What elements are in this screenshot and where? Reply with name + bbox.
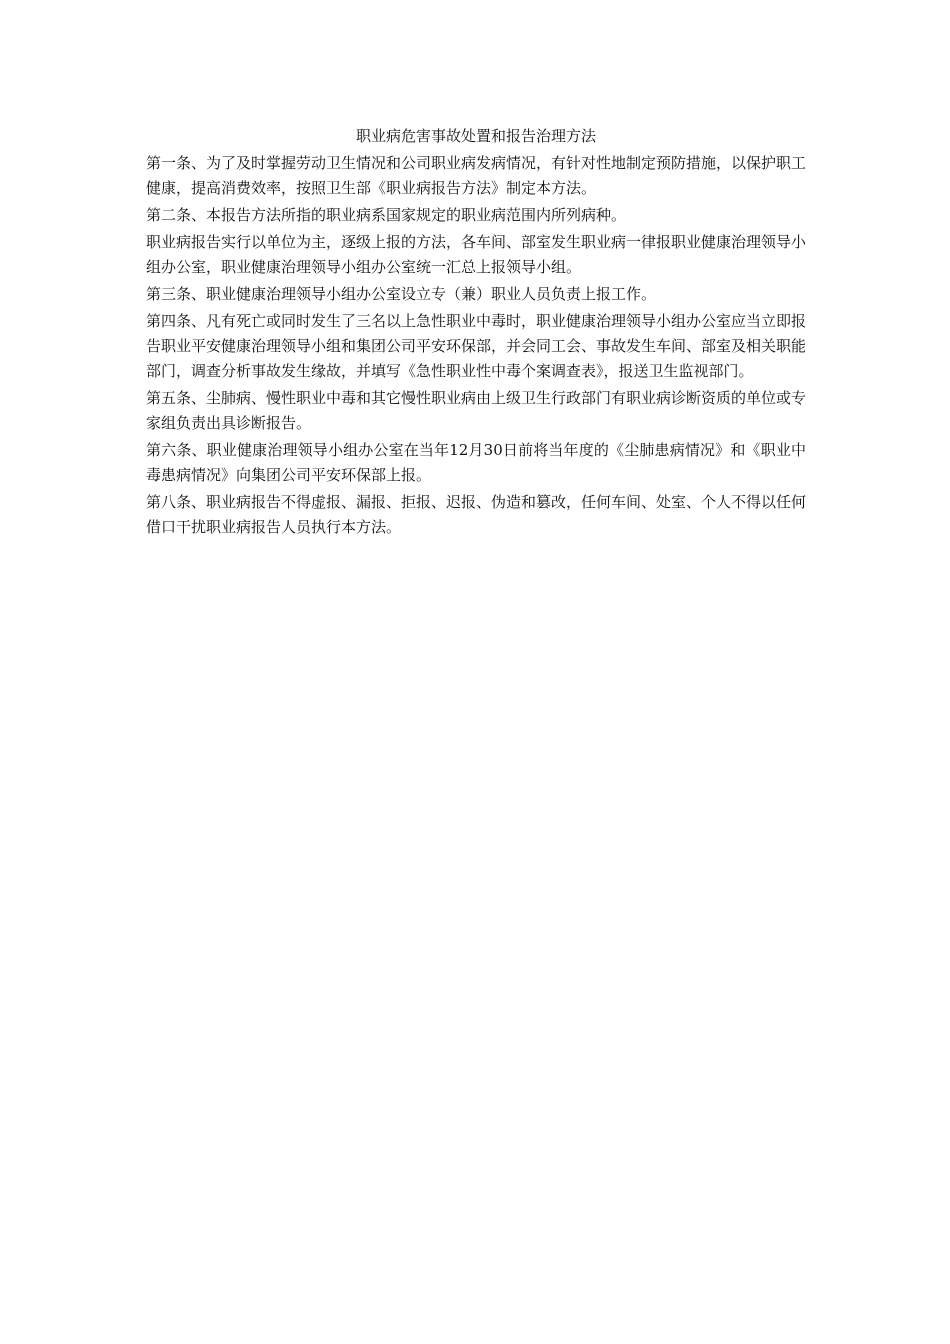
paragraph-reporting-procedure: 职业病报告实行以单位为主，逐级上报的方法，各车间、部室发生职业病一律报职业健康治理领导小组办公室，职业健康治理领导小组办公室统一汇总上报领导小组。: [146, 233, 807, 276]
paragraph-article-6: 第六条、职业健康治理领导小组办公室在当年12月30日前将当年度的《尘肺患病情况》和《职业中毒患病情况》向集团公司平安环保部上报。: [146, 441, 806, 484]
paragraph-article-5: 第五条、尘肺病、慢性职业中毒和其它慢性职业病由上级卫生行政部门有职业病诊断资质的单位或专家组负责出具诊断报告。: [146, 389, 807, 432]
paragraph-article-1: 第一条、为了及时掌握劳动卫生情况和公司职业病发病情况，有针对性地制定预防措施，以保护职工健康，提高消费效率，按照卫生部《职业病报告方法》制定本方法。: [146, 154, 807, 197]
paragraph-article-2: 第二条、本报告方法所指的职业病系国家规定的职业病范围内所列病种。: [146, 206, 627, 224]
document-title: 职业病危害事故处置和报告治理方法: [355, 127, 596, 145]
paragraph-article-4: 第四条、凡有死亡或同时发生了三名以上急性职业中毒时，职业健康治理领导小组办公室应当立即报告职业平安健康治理领导小组和集团公司平安环保部，并会同工会、事故发生车间、部室及相关职能部门，调查分析事故发生缘故，并填写《急性职业性中毒个案调查表》，报送卫生监视部门。: [146, 312, 807, 380]
paragraph-article-3: 第三条、职业健康治理领导小组办公室设立专（兼）职业人员负责上报工作。: [146, 285, 657, 303]
document-body: [146, 124, 806, 542]
paragraph-article-8: 第八条、职业病报告不得虚报、漏报、拒报、迟报、伪造和篡改，任何车间、处室、个人不得以任何借口干扰职业病报告人员执行本方法。: [146, 493, 807, 536]
